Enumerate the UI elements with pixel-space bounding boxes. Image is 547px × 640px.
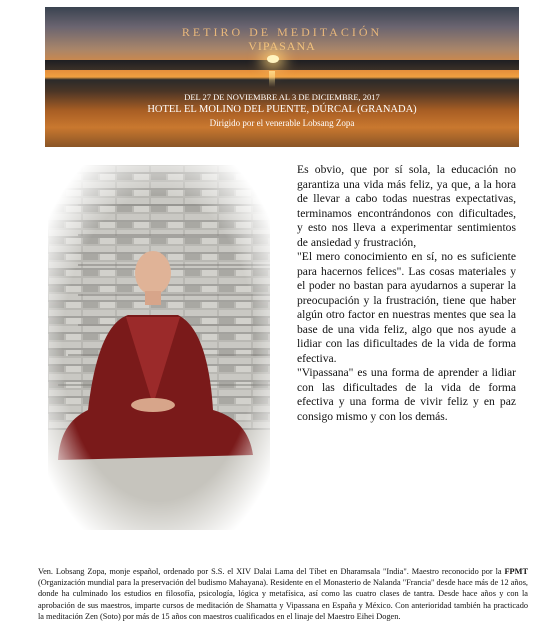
sun-icon xyxy=(267,55,279,63)
horizon xyxy=(45,60,519,70)
monk-photo xyxy=(48,165,270,530)
paragraph-1: Es obvio, que por sí sola, la educación no garantiza una vida más feliz, ya que, a la hora de llevar a cabo todas nuestras expectativas, terminamos encontrándonos con dificultades, y esto nos lleva a experimentar sentimientos de ansiedad y frustración, xyxy=(297,163,516,249)
banner-directed-by: Dirigido por el venerable Lobsang Zopa xyxy=(209,118,355,128)
bio-part-1: Ven. Lobsang Zopa, monje español, ordenado por S.S. el XIV Dalai Lama del Tíbet en Dharamsala "India". Maestro reconocido por la xyxy=(38,567,505,576)
teacher-bio xyxy=(38,566,528,622)
fpmt-label: FPMT xyxy=(504,567,528,576)
bio-part-2: (Organización mundial para la preservación del budismo Mahayana). Residente en el Monasterio de Nalanda "Francia" desde hace más de 12 años, donde ha culminado los estudios en filosofía, psicología, lógica y metafísica, así como las cuatro clases de tantra. Desde hace años y con la aprobación de sus maestros, imparte cursos de meditación de Shamatta y Vipassana en España y México. Con anterioridad también ha practicado la meditación Zen (Soto) por más de 15 años con maestros cualificados en el linaje del Maestro Eihei Dogen. xyxy=(38,578,528,621)
banner-hotel: HOTEL EL MOLINO DEL PUENTE, DÚRCAL (GRANADA) xyxy=(147,104,417,115)
paragraph-3: "Vipassana" es una forma de aprender a lidiar con las dificultades de la vida de forma efectiva y una forma de vivir feliz y en paz consigo mismo y con los demás. xyxy=(297,366,516,423)
sun-reflection xyxy=(269,71,275,87)
banner-subtitle: VIPASANA xyxy=(248,39,316,53)
banner-title: RETIRO DE MEDITACIÓN xyxy=(181,25,383,39)
main-text xyxy=(297,163,516,424)
banner-dates: DEL 27 DE NOVIEMBRE AL 3 DE DICIEMBRE, 2017 xyxy=(184,92,380,102)
paragraph-2: "El mero conocimiento en sí, no es suficiente para hacernos felices". Las cosas materiales y el poder no bastan para ayudarnos a superar la preocupación y la frustración, tiene que haber algún otro factor en nuestras mentes que sea la base de una vida feliz, algo que nos ayude a lidiar con las dificultades de la vida de forma efectiva. xyxy=(297,250,516,365)
header-banner xyxy=(45,7,519,147)
